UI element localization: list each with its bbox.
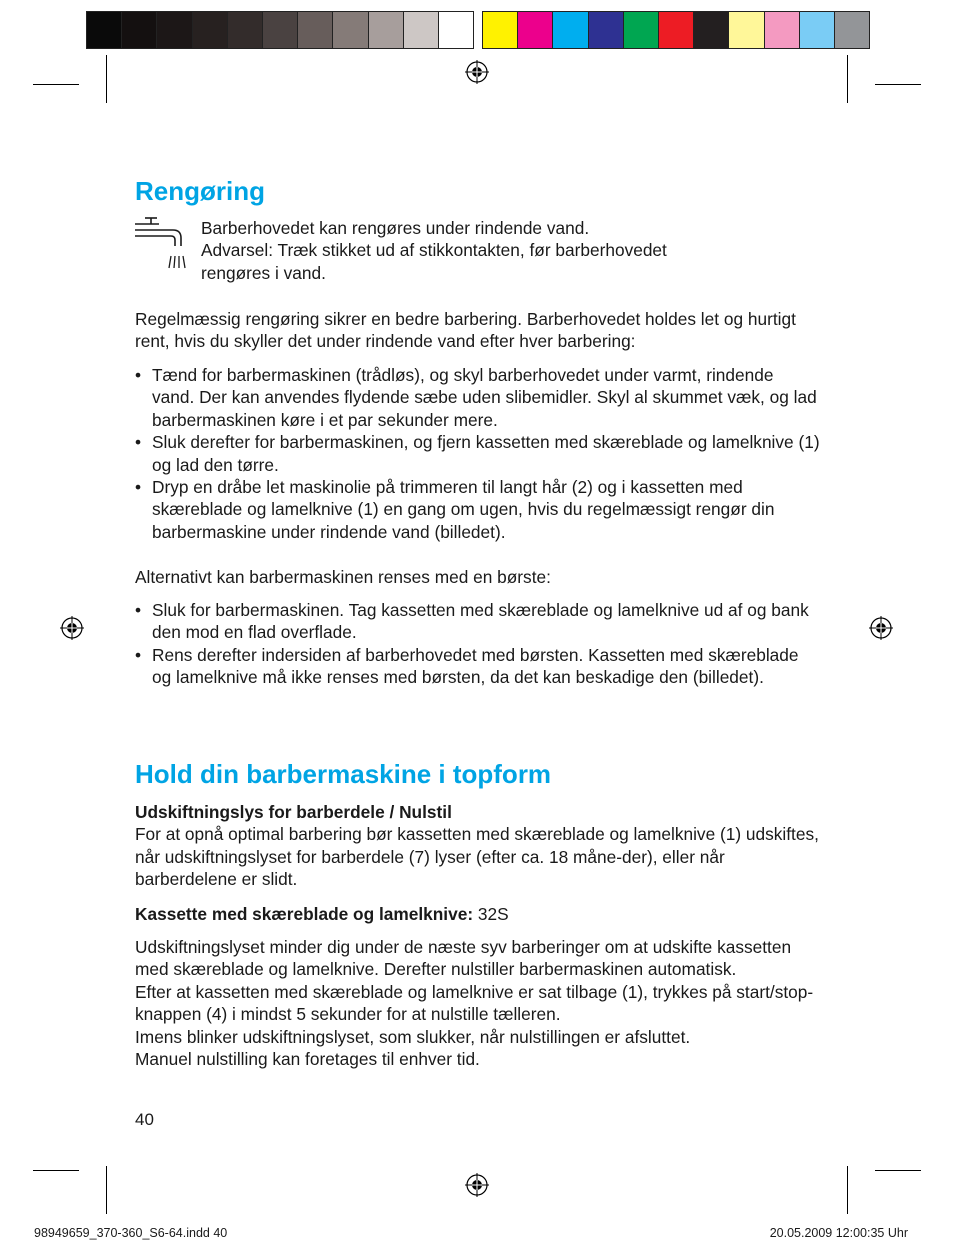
paragraph: Udskiftningslyset minder dig under de næste syv barberinger om at udskifte kassetten med skæreblade og lamelknive. Derefter nulstiller barbermaskinen automatisk. bbox=[135, 937, 792, 980]
crop-mark bbox=[106, 55, 107, 103]
color-swatch bbox=[333, 12, 368, 48]
crop-mark bbox=[847, 1166, 848, 1214]
paragraph: For at opnå optimal barbering bør kassetten med skæreblade og lamelknive (1) udskiftes, når udskiftningslyset for barberdele (7) lyser (efter ca. 18 måne-der), eller når barberdelene er slidt. bbox=[135, 824, 819, 890]
color-swatch bbox=[122, 12, 157, 48]
registration-mark-icon bbox=[60, 616, 84, 640]
color-swatch bbox=[193, 12, 228, 48]
paragraph: Efter at kassetten med skæreblade og lamelknive er sat tilbage (1), trykkes på start/stop-knappen (4) i mindst 5 sekunder for at nulstille tælleren. bbox=[135, 981, 814, 1025]
color-swatch bbox=[228, 12, 263, 48]
registration-mark-icon bbox=[465, 1173, 489, 1197]
paragraph: Manuel nulstilling kan foretages til enhver tid. bbox=[135, 1049, 480, 1070]
bullet-list bbox=[135, 364, 820, 543]
bullet-list bbox=[135, 599, 820, 689]
color-swatch bbox=[729, 12, 764, 48]
section-heading-topform: Hold din barbermaskine i topform bbox=[135, 759, 552, 789]
paragraph: Imens blinker udskiftningslyset, som slukker, når nulstillingen er afsluttet. bbox=[135, 1026, 691, 1047]
part-label: Kassette med skæreblade og lamelknive: bbox=[135, 904, 474, 924]
crop-mark bbox=[847, 55, 848, 103]
part-number-line bbox=[135, 903, 820, 925]
color-swatch bbox=[589, 12, 624, 48]
color-swatch bbox=[263, 12, 298, 48]
color-swatch bbox=[439, 12, 473, 48]
crop-mark bbox=[875, 1170, 921, 1171]
list-item: • Dryp en dråbe let maskinolie på trimmeren til langt hår (2) og i kassetten med skæreblade og lamelknive (1) en gang om ugen, hvis du regelmæssigt rengør din barbermaskine under rindende vand (billedet). bbox=[135, 476, 820, 543]
faucet-icon bbox=[133, 216, 189, 272]
color-swatch-bar bbox=[482, 11, 870, 49]
color-swatch bbox=[624, 12, 659, 48]
crop-mark bbox=[875, 84, 921, 85]
subheading: Udskiftningslys for barberdele / Nulstil bbox=[135, 802, 452, 822]
color-swatch bbox=[157, 12, 192, 48]
color-swatch bbox=[835, 12, 869, 48]
list-item: • Rens derefter indersiden af barberhovedet med børsten. Kassetten med skæreblade og lamelknive må ikke renses med børsten, da det kan beskadige den (billedet). bbox=[135, 644, 820, 689]
crop-mark bbox=[106, 1166, 107, 1214]
section-heading-rengoring: Rengøring bbox=[135, 176, 265, 206]
color-swatch bbox=[659, 12, 694, 48]
color-swatch bbox=[87, 12, 122, 48]
intro-text bbox=[201, 217, 821, 284]
intro-line: rengøres i vand. bbox=[201, 262, 326, 283]
gray-color-bar bbox=[86, 11, 474, 49]
paragraph: Regelmæssig rengøring sikrer en bedre barbering. Barberhovedet holdes let og hurtigt rent, hvis du skyller det under rindende vand efter hver barbering: bbox=[135, 309, 796, 352]
paragraph: Alternativt kan barbermaskinen renses med en børste: bbox=[135, 567, 551, 587]
color-swatch bbox=[298, 12, 333, 48]
list-item: • Sluk for barbermaskinen. Tag kassetten med skæreblade og lamelknive ud af og bank den mod en flad overflade. bbox=[135, 599, 820, 644]
color-swatch bbox=[765, 12, 800, 48]
list-item: • Tænd for barbermaskinen (trådløs), og skyl barberhovedet under varmt, rindende vand. Der kan anvendes flydende sæbe uden slibemidler. Skyl al skummet væk, og lad barbermaskinen køre i et par sekunder mere. bbox=[135, 364, 820, 431]
list-item: • Sluk derefter for barbermaskinen, og fjern kassetten med skæreblade og lamelknive (1) og lad den tørre. bbox=[135, 431, 820, 476]
color-swatch bbox=[518, 12, 553, 48]
intro-line: Advarsel: Træk stikket ud af stikkontakten, før barberhovedet bbox=[201, 240, 667, 261]
page-number: 40 bbox=[135, 1110, 154, 1129]
footer-timestamp: 20.05.2009 12:00:35 Uhr bbox=[769, 1226, 908, 1240]
crop-mark bbox=[33, 1170, 79, 1171]
color-swatch bbox=[800, 12, 835, 48]
registration-mark-icon bbox=[465, 60, 489, 84]
part-value: 32S bbox=[473, 904, 509, 924]
color-swatch bbox=[553, 12, 588, 48]
color-swatch bbox=[694, 12, 729, 48]
registration-mark-icon bbox=[869, 616, 893, 640]
color-swatch bbox=[369, 12, 404, 48]
color-swatch bbox=[483, 12, 518, 48]
footer-file-info: 98949659_370-360_S6-64.indd 40 bbox=[34, 1226, 228, 1240]
color-swatch bbox=[404, 12, 439, 48]
intro-line: Barberhovedet kan rengøres under rindende vand. bbox=[201, 218, 590, 238]
crop-mark bbox=[33, 84, 79, 85]
